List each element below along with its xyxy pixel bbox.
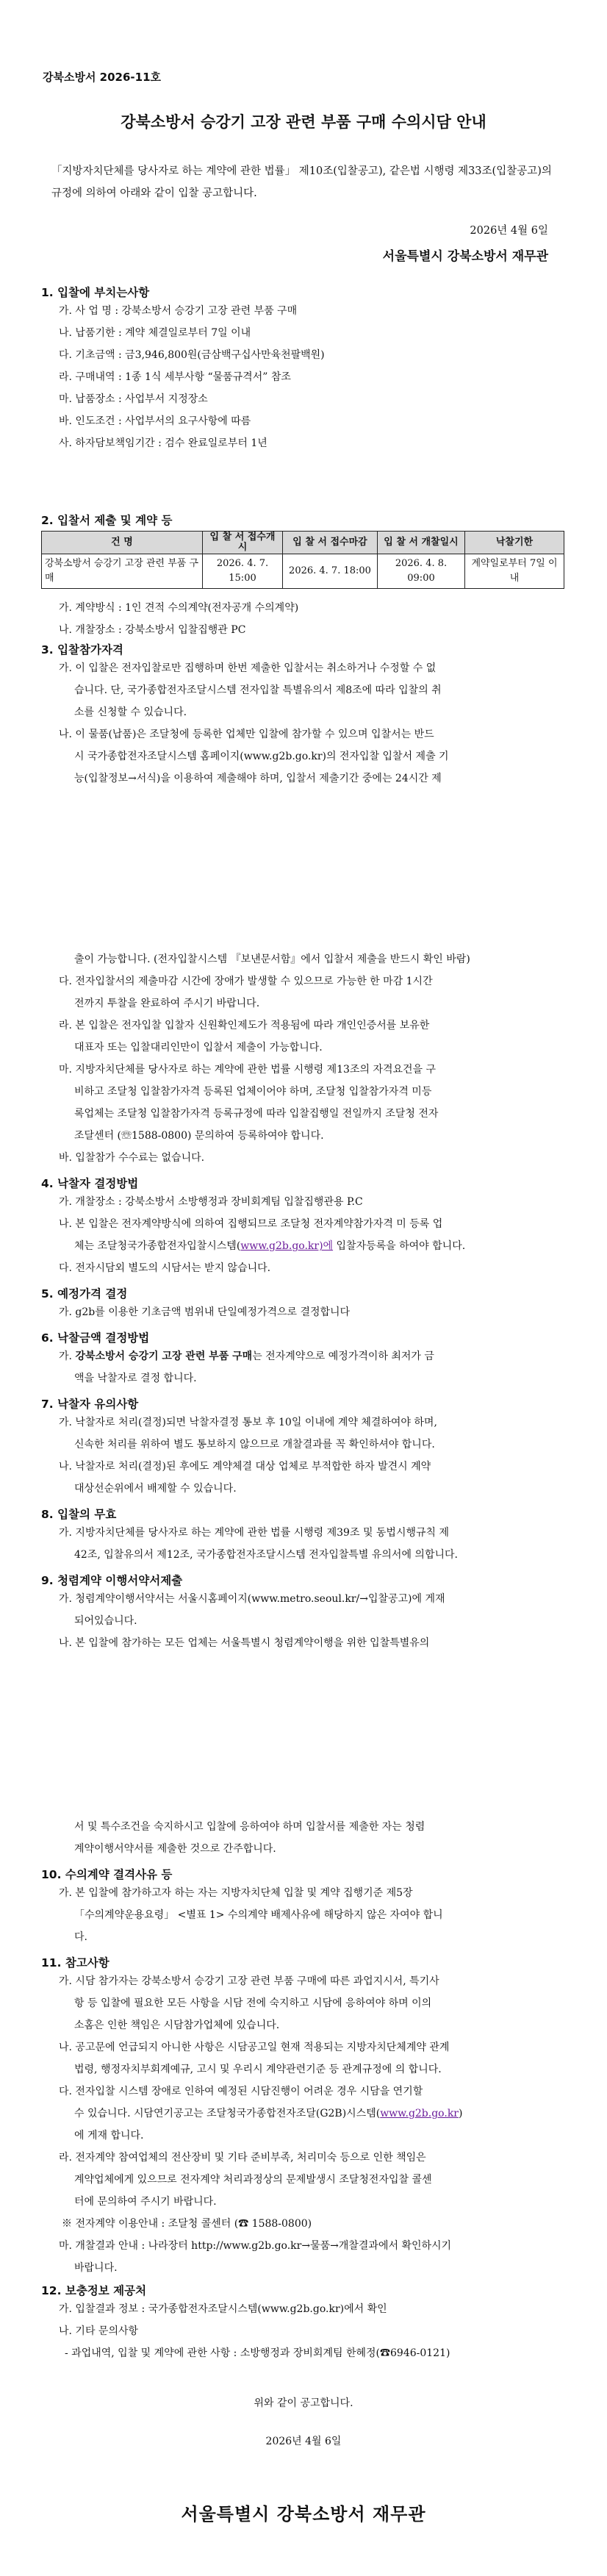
s11-ma: 마. 개찰결과 안내 : 나라장터 http://www.g2b.go.kr→물품→개찰결과에서 확인하시기 bbox=[59, 2240, 452, 2252]
s6-project-name: 강북소방서 승강기 고장 관련 부품 구매 bbox=[75, 1350, 253, 1362]
s4-na bbox=[74, 1235, 465, 1257]
notice-number: 강북소방서 2026-11호 bbox=[43, 71, 162, 84]
s9-na: 나. 본 입찰에 참가하는 모든 업체는 서울특별시 청렴계약이행을 위한 입찰특별유의 bbox=[59, 1637, 430, 1649]
s3-da: 전까지 투찰을 완료하여 주시기 바랍니다. bbox=[74, 998, 260, 1009]
s1-item: 사. 하자담보책임기간 : 검수 완료일로부터 1년 bbox=[59, 437, 267, 449]
s12-na: 나. 기타 문의사항 bbox=[59, 2325, 139, 2337]
s3-ma: 마. 지방자치단체를 당사자로 하는 계약에 관한 법률 시행령 제13조의 자격요건을 구 bbox=[59, 1064, 437, 1076]
s7-na: 대상선순위에서 배제할 수 있습니다. bbox=[74, 1483, 237, 1495]
s3-ga: 습니다. 단, 국가종합전자조달시스템 전자입찰 특별유의서 제8조에 따라 입찰의 취 bbox=[74, 684, 442, 696]
section-8-title: 8. 입찰의 무효 bbox=[41, 1508, 117, 1521]
section-2-title: 2. 입찰서 제출 및 계약 등 bbox=[41, 514, 173, 527]
s7-ga: 신속한 처리를 위하여 별도 통보하지 않으므로 개찰결과를 꼭 확인하셔야 합니다. bbox=[74, 1439, 435, 1450]
section-5-title: 5. 예정가격 결정 bbox=[41, 1287, 128, 1300]
g2b-link[interactable]: www.g2b.go.kr bbox=[380, 2108, 459, 2119]
s4-na-text: 입찰자등록을 하여야 합니다. bbox=[333, 1240, 466, 1252]
s11-da-text: ) bbox=[459, 2108, 463, 2119]
s5-ga: 가. g2b를 이용한 기초금액 범위내 단일예정가격으로 결정합니다 bbox=[59, 1306, 351, 1318]
table-cell: 2026. 4. 7. 18:00 bbox=[283, 554, 378, 589]
s11-ra: 터에 문의하여 주시기 바랍니다. bbox=[74, 2196, 217, 2208]
section-7-title: 7. 낙찰자 유의사항 bbox=[41, 1398, 139, 1411]
s2-item: 가. 계약방식 : 1인 견적 수의계약(전자공개 수의계약) bbox=[59, 602, 299, 614]
s3-ra: 대표자 또는 입찰대리인만이 입찰서 제출이 가능합니다. bbox=[74, 1042, 323, 1053]
s6-ga: 액을 낙찰자로 결정 합니다. bbox=[74, 1373, 197, 1384]
s11-da-text: 수 있습니다. 시담연기공고는 조달청국가종합전자조달(G2B)시스템( bbox=[74, 2108, 381, 2119]
s11-ma: 바랍니다. bbox=[74, 2262, 118, 2274]
table-cell: 계약일로부터 7일 이내 bbox=[465, 554, 564, 589]
s11-ga: 항 등 입찰에 필요한 모든 사항을 시담 전에 숙지하고 시담에 응하여야 하며 이의 bbox=[74, 1997, 432, 2009]
s11-ga: 소홈은 인한 책임은 시담참가업체에 있습니다. bbox=[74, 2019, 280, 2031]
s1-item: 라. 구매내역 : 1종 1식 세부사항 “물품규격서” 참조 bbox=[59, 371, 291, 383]
s4-ga: 가. 개찰장소 : 강북소방서 소방행정과 장비회계팀 입찰집행관용 P.C bbox=[59, 1196, 363, 1208]
closing-issuer: 서울특별시 강북소방서 재무관 bbox=[181, 2503, 426, 2525]
table-header: 입 찰 서 접수마감 bbox=[283, 532, 378, 554]
s11-da: 에 게재 합니다. bbox=[74, 2130, 144, 2142]
table-header: 건 명 bbox=[42, 532, 203, 554]
s9-na: 계약이행서약서를 제출한 것으로 간주합니다. bbox=[74, 1843, 276, 1855]
s11-ga: 가. 시담 참가자는 강북소방서 승강기 고장 관련 부품 구매에 따른 과업지시서, 특기사 bbox=[59, 1975, 439, 1987]
section-4-title: 4. 낙찰자 결정방법 bbox=[41, 1177, 139, 1190]
issuer-name: 서울특별시 강북소방서 재무관 bbox=[382, 249, 548, 264]
table-cell: 2026. 4. 7. 15:00 bbox=[203, 554, 283, 589]
s11-da: 다. 전자입찰 시스템 장애로 인하여 예정된 시담진행이 어려운 경우 시담을 연기할 bbox=[59, 2086, 423, 2097]
section-3-title: 3. 입찰참가자격 bbox=[41, 643, 123, 656]
s11-ra: 라. 전자계약 참여업체의 전산장비 및 기타 준비부족, 처리미숙 등으로 인한 책임은 bbox=[59, 2152, 426, 2164]
s11-na: 나. 공고문에 언급되지 아니한 사항은 시담공고일 현재 적용되는 지방자치단체계약 관계 bbox=[59, 2042, 450, 2053]
s9-na: 서 및 특수조건을 숙지하시고 입찰에 응하여야 하며 입찰서를 제출한 자는 청렴 bbox=[74, 1821, 425, 1833]
s10-ga: 「수의계약운용요령」 <별표 1> 수의계약 배제사유에 해당하지 않은 자여야 합니 bbox=[74, 1909, 443, 1921]
page-title: 강북소방서 승강기 고장 관련 부품 구매 수의시담 안내 bbox=[121, 113, 486, 131]
s3-na: 능(입찰정보→서식)을 이용하여 제출해야 하며, 입찰서 제출기간 중에는 24시간 제 bbox=[74, 773, 442, 784]
s4-na-text: 체는 조달청국가종합전자입찰시스템( bbox=[74, 1240, 241, 1252]
s8-ga: 가. 지방자치단체를 당사자로 하는 계약에 관한 법률 시행령 제39조 및 동법시행규칙 제 bbox=[59, 1527, 450, 1539]
s2-item: 나. 개찰장소 : 강북소방서 입찰집행관 PC bbox=[59, 624, 246, 636]
s10-ga: 가. 본 입찰에 참가하고자 하는 자는 지방자치단체 입찰 및 계약 집행기준 제5장 bbox=[59, 1887, 413, 1899]
s3-na: 시 국가종합전자조달시스템 홈페이지(www.g2b.go.kr)의 전자입찰 입찰서 제출 기 bbox=[74, 751, 449, 762]
s1-item: 가. 사 업 명 : 강북소방서 승강기 고장 관련 부품 구매 bbox=[59, 305, 298, 317]
s4-na: 나. 본 입찰은 전자계약방식에 의하여 집행되므로 조달청 전자계약참가자격 미 등록 업 bbox=[59, 1218, 443, 1230]
section-6-title: 6. 낙찰금액 결정방법 bbox=[41, 1331, 150, 1345]
s11-da bbox=[74, 2103, 462, 2125]
table-row bbox=[42, 554, 564, 589]
s3-na: 나. 이 물품(납품)은 조달청에 등록한 업체만 입찰에 참가할 수 있으며 입찰서는 반드 bbox=[59, 729, 434, 740]
table-header: 낙찰기한 bbox=[465, 532, 564, 554]
s3-ga: 가. 이 입찰은 전자입찰로만 집행하며 한번 제출한 입찰서는 취소하거나 수정할 수 없 bbox=[59, 662, 437, 674]
g2b-link[interactable]: www.g2b.go.kr)에 bbox=[240, 1240, 334, 1252]
s9-ga: 되어있습니다. bbox=[74, 1615, 137, 1627]
s11-na: 법령, 행정자치부회계예규, 고시 및 우리시 계약관련기준 등 관계규정에 의 합니다. bbox=[74, 2064, 442, 2075]
s12-contact: - 과업내역, 입찰 및 계약에 관한 사항 : 소방행정과 장비회계팀 한혜정(☎6946-0121) bbox=[65, 2347, 450, 2359]
closing-text: 위와 같이 공고합니다. bbox=[254, 2397, 353, 2409]
s6-ga bbox=[59, 1345, 434, 1367]
table-cell: 2026. 4. 8. 09:00 bbox=[378, 554, 465, 589]
s3-ba: 바. 입찰참가 수수료는 없습니다. bbox=[59, 1152, 205, 1164]
section-1-title: 1. 입찰에 부치는사항 bbox=[41, 286, 150, 299]
s7-ga: 가. 낙찰자로 처리(결정)되면 낙찰자결정 통보 후 10일 이내에 계약 체결하여야 하며, bbox=[59, 1417, 437, 1428]
s1-item: 마. 납품장소 : 사업부서 지정장소 bbox=[59, 393, 208, 405]
s11-ra: 계약업체에게 있으므로 전자계약 처리과정상의 문제발생시 조달청전자입찰 콜센 bbox=[74, 2174, 432, 2186]
s9-ga: 가. 청렴계약이행서약서는 서울시홈페이지(www.metro.seoul.kr/→입찰공고)에 게재 bbox=[59, 1593, 445, 1605]
s7-na: 나. 낙찰자로 처리(결정)된 후에도 계약체결 대상 업체로 부적합한 하자 발견시 계약 bbox=[59, 1461, 431, 1473]
s3-ra: 라. 본 입찰은 전자입찰 입찰자 신원확인제도가 적용됨에 따라 개인인증서를 보유한 bbox=[59, 1020, 430, 1031]
table-header: 입 찰 서 개찰일시 bbox=[378, 532, 465, 554]
s11-note: ※ 전자계약 이용안내 : 조달청 콜센터 (☎ 1588-0800) bbox=[62, 2218, 312, 2230]
s1-item: 나. 납품기한 : 계약 체결일로부터 7일 이내 bbox=[59, 327, 251, 339]
notice-date: 2026년 4월 6일 bbox=[470, 225, 548, 237]
intro-paragraph: 「지방자치단체를 당사자로 하는 계약에 관한 법률」 제10조(입찰공고), 같은법 시행령 제33조(입찰공고)의 규정에 의하여 아래와 같이 입찰 공고합니다. bbox=[51, 165, 552, 199]
table-header: 입 찰 서 접수개시 bbox=[203, 532, 283, 554]
table-header-row bbox=[42, 532, 564, 554]
s12-ga: 가. 입찰결과 정보 : 국가종합전자조달시스템(www.g2b.go.kr)에서 확인 bbox=[59, 2303, 387, 2315]
s8-ga: 42조, 입찰유의서 제12조, 국가종합전자조달시스템 전자입찰특별 유의서에 의합니다. bbox=[74, 1549, 458, 1561]
s6-ga-text: 는 전자계약으로 예정가격이하 최저가 금 bbox=[252, 1350, 434, 1362]
s1-item: 바. 인도조건 : 사업부서의 요구사항에 따름 bbox=[59, 415, 251, 427]
s3-da: 다. 전자입찰서의 제출마감 시간에 장애가 발생할 수 있으므로 가능한 한 마감 1시간 bbox=[59, 976, 433, 987]
s3-ga: 소를 신청할 수 있습니다. bbox=[74, 706, 187, 718]
section-10-title: 10. 수의계약 결격사유 등 bbox=[41, 1868, 173, 1881]
closing-date: 2026년 4월 6일 bbox=[265, 2436, 342, 2447]
s10-ga: 다. bbox=[74, 1931, 87, 1943]
s4-da: 다. 전자시담외 별도의 시담서는 받지 않습니다. bbox=[59, 1262, 271, 1274]
section-9-title: 9. 청렴계약 이행서약서제출 bbox=[41, 1574, 183, 1587]
section-12-title: 12. 보충정보 제공처 bbox=[41, 2284, 147, 2297]
table-cell: 강북소방서 승강기 고장 관련 부품 구매 bbox=[42, 554, 203, 589]
s3-na: 출이 가능합니다. (전자입찰시스템 『보낸문서함』에서 입찰서 제출을 반드시 확인 바람) bbox=[74, 954, 470, 965]
section-11-title: 11. 참고사항 bbox=[41, 1956, 109, 1969]
s1-item: 다. 기초금액 : 금3,946,800원(금삼백구십사만육천팔백원) bbox=[59, 349, 325, 361]
s6-ga-text: 가. bbox=[59, 1350, 76, 1362]
s3-ma: 록업체는 조달청 입찰참가자격 등록규정에 따라 입찰집행일 전일까지 조달청 전자 bbox=[74, 1108, 439, 1120]
s3-ma: 조달센터 (☏1588-0800) 문의하여 등록하여야 합니다. bbox=[74, 1130, 324, 1142]
schedule-table bbox=[41, 531, 564, 589]
s3-ma: 비하고 조달청 입찰참가자격 등록된 업체이어야 하며, 조달청 입찰참가자격 미등 bbox=[74, 1086, 432, 1098]
